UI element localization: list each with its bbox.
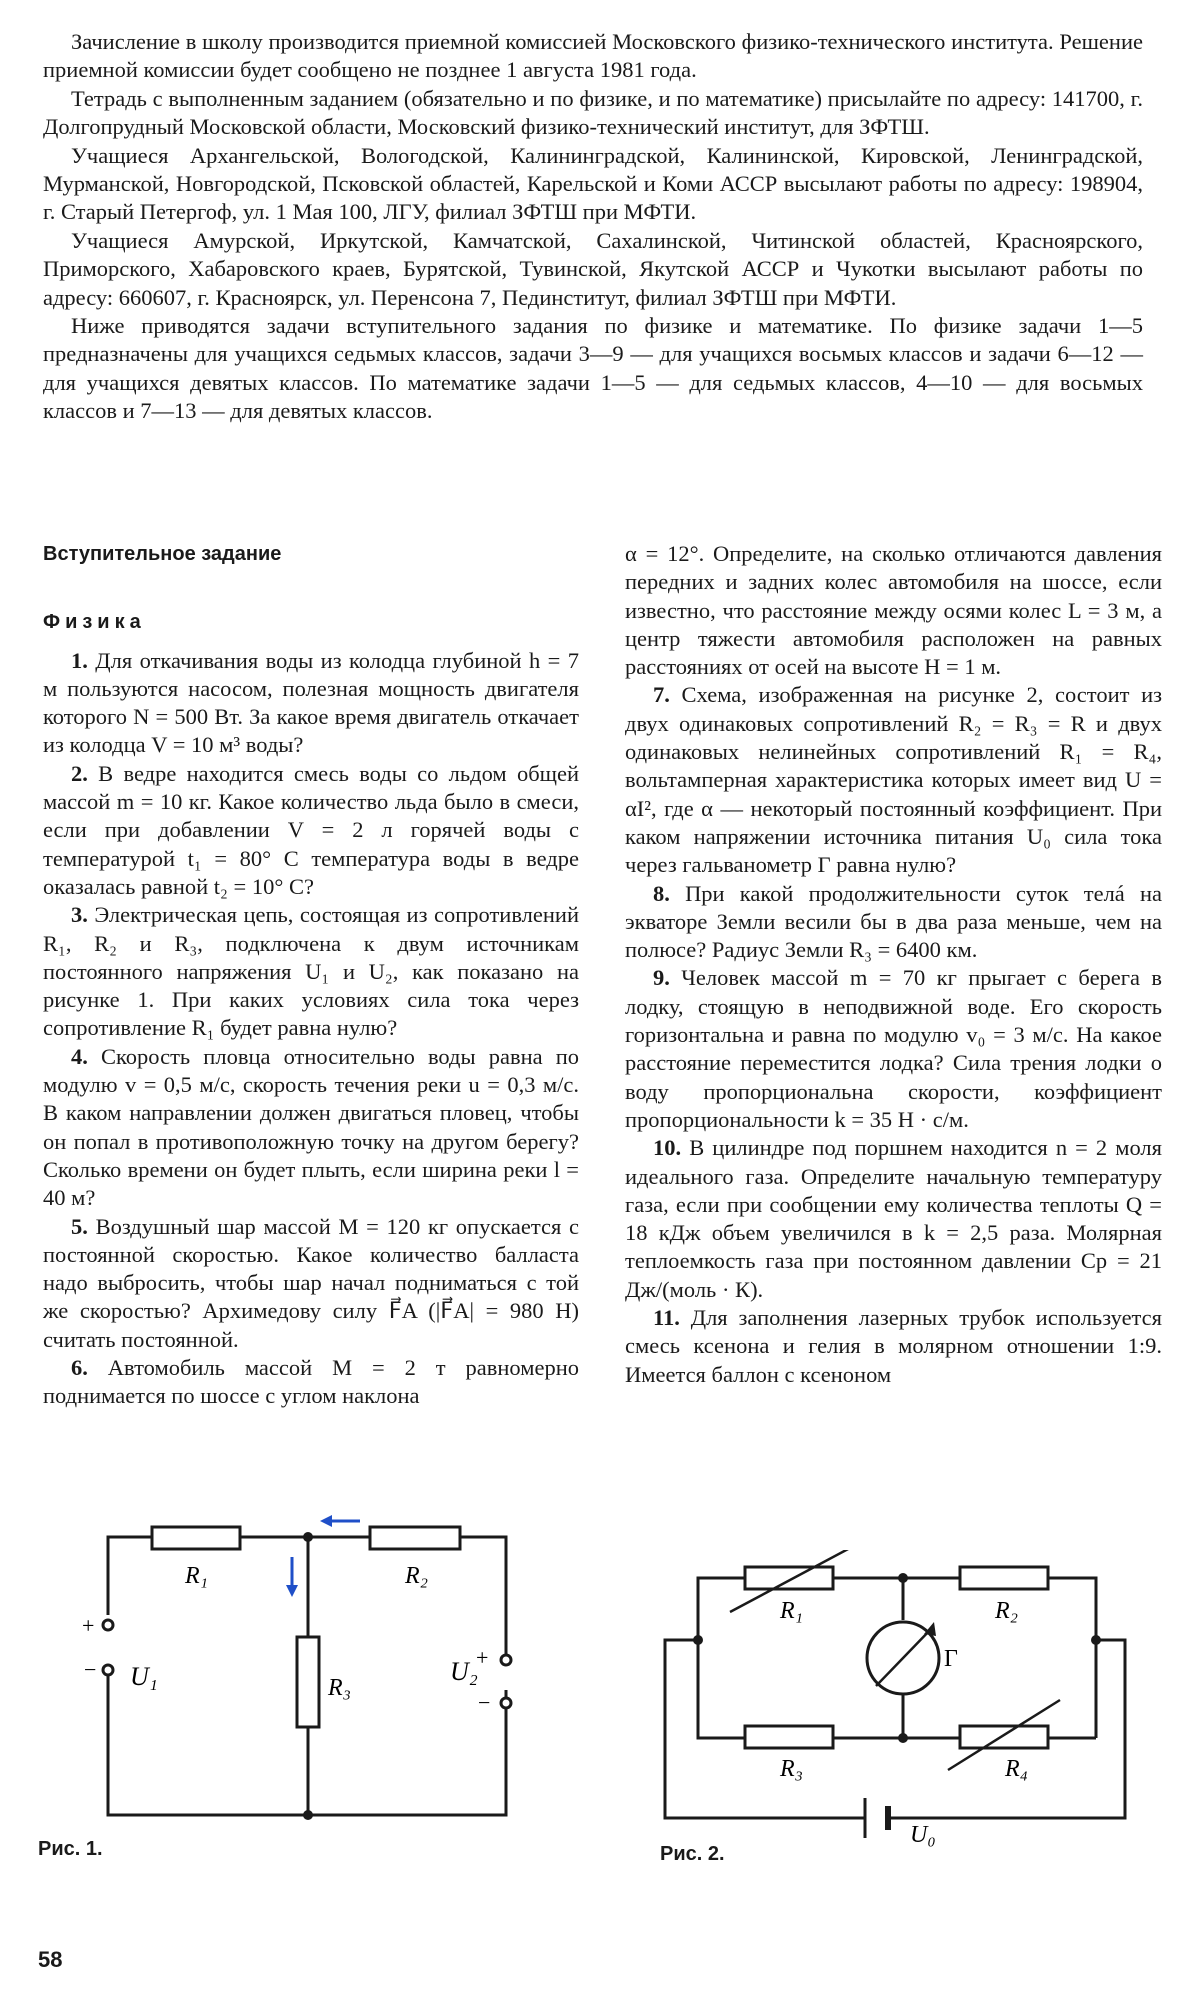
label-r4: R₄ — [1005, 1756, 1029, 1782]
label-r2: R₂ — [995, 1598, 1019, 1624]
terminal — [103, 1620, 113, 1630]
problem-8: 8. При какой продолжительности суток телá на экваторе Земли весили бы в два раза меньше, чем на полюсе? Радиус Земли R₃ = 6400 км. — [625, 880, 1163, 963]
figure-2-caption: Рис. 2. — [660, 1843, 725, 1865]
page-number: 58 — [38, 1947, 63, 1972]
arrow-left-head — [320, 1515, 332, 1527]
label-u2: U₂ — [450, 1657, 478, 1686]
label-r1: R₁ — [780, 1598, 804, 1624]
intro-text — [43, 28, 1143, 426]
node-dot — [303, 1810, 313, 1820]
arrow-down-head — [286, 1585, 298, 1597]
node-dot — [898, 1573, 908, 1583]
label-galvanometer: Г — [944, 1646, 958, 1672]
problem-1: 1. Для откачивания воды из колодца глубиной h = 7 м пользуются насосом, полезная мощность двигателя которого N = 500 Вт. За какое время двигатель откачает из колодца V = 10 м³ воды? — [43, 647, 579, 758]
label-u0: U₀ — [910, 1822, 936, 1848]
terminal — [501, 1655, 511, 1665]
problem-4: 4. Скорость пловца относительно воды равна по модулю v = 0,5 м/с, скорость течения реки u = 0,3 м/с. В каком направлении должен двигаться пловец, чтобы он попал в противоположную точку на другом берегу? Сколько времени он будет плыть, если ширина реки l = 40 м? — [43, 1043, 579, 1211]
problem-2: 2. В ведре находится смесь воды со льдом общей массой m = 10 кг. Какое количество льда было в смеси, если при добавлении V = 2 л горячей воды с температурой t₁ = 80° С температура воды в ведре оказалась равной t₂ = 10° С? — [43, 760, 579, 899]
problem-5: 5. Воздушный шар массой M = 120 кг опускается с постоянной скоростью. Какое количество балласта надо выбросить, чтобы шар начал подниматься с той же скоростью? Архимедову силу F⃗A (|F⃗A| = 980 Н) считать постоянной. — [43, 1213, 579, 1352]
problem-6: 6. Автомобиль массой M = 2 т равномерно поднимается по шоссе с углом наклона — [43, 1355, 579, 1409]
figure-1-circuit — [80, 1505, 540, 1825]
label-r3: R₃ — [328, 1675, 352, 1701]
intro-paragraph: Ниже приводятся задачи вступительного задания по физике и математике. По физике задачи 1—5 предназначены для учащихся седьмых классов, задачи 3—9 — для учащихся восьмых классов и задачи 6—12 — для учащихся девятых классов. По математике задачи 1—5 — для седьмых классов, 4—10 — для восьмых классов и 7—13 — для девятых классов. — [43, 313, 1143, 424]
problem-3: 3. Электрическая цепь, состоящая из сопротивлений R₁, R₂ и R₃, подключена к двум источникам постоянного напряжения U₁ и U₂, как показано на рисунке 1. При каких условиях сила тока через сопротивление R₁ будет равна нулю? — [43, 902, 579, 1041]
node-dot — [303, 1532, 313, 1542]
current-arrows — [286, 1515, 360, 1597]
problem-9: 9. Человек массой m = 70 кг прыгает с берега в лодку, стоящую в неподвижной воде. Его скорость горизонтальна и равна по модулю v₀ = 3 м/с. На какое расстояние переместится лодка? Сила трения лодки о воду пропорциональна скорости, коэффициент пропорциональности k = 35 Н · с/м. — [625, 965, 1163, 1132]
terminal — [501, 1698, 511, 1708]
plus-sign: + — [476, 1645, 489, 1670]
label-r2: R₂ — [405, 1563, 429, 1589]
label-r1: R₁ — [185, 1563, 209, 1589]
figure-2-circuit — [660, 1550, 1130, 1850]
node-dot — [1091, 1635, 1101, 1645]
intro-paragraph: Учащиеся Амурской, Иркутской, Камчатской, Сахалинской, Читинской областей, Красноярского, Приморского, Хабаровского краев, Бурятской, Тувинской, Якутской АССР и Чукотки высылают работы по адресу: 660607, г. Красноярск, ул. Перенсона 7, Пединститут, филиал ЗФТШ при МФТИ. — [43, 227, 1143, 310]
label-r3: R₃ — [780, 1756, 804, 1782]
node-dot — [693, 1635, 703, 1645]
problem-10: 10. В цилиндре под поршнем находится n = 2 моля идеального газа. Определите начальную температуру газа, если при сообщении ему количества теплоты Q = 18 кДж объем увеличился в k = 2,5 раза. Молярная теплоемкость газа при постоянном давлении Cp = 21 Дж/(моль · К). — [625, 1135, 1162, 1302]
plus-sign: + — [82, 1613, 95, 1638]
minus-sign: − — [84, 1657, 97, 1682]
node-dot — [898, 1733, 908, 1743]
intro-paragraph: Зачисление в школу производится приемной комиссией Московского физико-технического института. Решение приемной комиссии будет сообщено не позднее 1 августа 1981 года. — [43, 29, 1143, 83]
minus-sign: − — [478, 1690, 491, 1715]
intro-paragraph: Учащиеся Архангельской, Вологодской, Калининградской, Калининской, Кировской, Ленинградской, Мурманской, Новгородской, Псковской областей, Карельской и Коми АССР высылают работы по адресу: 198904, г. Старый Петергоф, ул. 1 Мая 100, ЛГУ, филиал ЗФТШ при МФТИ. — [43, 142, 1143, 225]
problem-7: 7. Схема, изображенная на рисунке 2, состоит из двух одинаковых сопротивлений R₂ = R₃ = R и двух одинаковых нелинейных сопротивлений R₁ = R₄, вольтамперная характеристика которых имеет вид U = αI², где α — некоторый постоянный коэффициент. При каком напряжении источника питания U₀ сила тока через гальванометр Г равна нулю? — [625, 682, 1163, 878]
right-column — [625, 540, 1162, 1389]
intro-paragraph: Тетрадь с выполненным заданием (обязательно и по физике, и по математике) присылайте по адресу: 141700, г. Долгопрудный Московской области, Московский физико-технический институт, для ЗФТШ. — [43, 85, 1143, 140]
terminal — [103, 1665, 113, 1675]
subject-title: Физика — [43, 611, 146, 634]
figure-1-caption: Рис. 1. — [38, 1838, 103, 1860]
problem-11: 11. Для заполнения лазерных трубок используется смесь ксенона и гелия в молярном отношении 1:9. Имеется баллон с ксеноном — [625, 1305, 1162, 1387]
resistor-r4 — [960, 1726, 1048, 1748]
resistor-r2 — [960, 1567, 1048, 1589]
label-u1: U₁ — [130, 1662, 158, 1691]
resistor-r1 — [152, 1527, 240, 1549]
resistor-r3 — [297, 1637, 319, 1727]
resistor-r3 — [745, 1726, 833, 1748]
left-column — [43, 540, 579, 1411]
resistor-r1 — [745, 1567, 833, 1589]
resistor-r2 — [370, 1527, 460, 1549]
problem-6-continued: α = 12°. Определите, на сколько отличаются давления передних и задних колес автомобиля на шоссе, если известно, что расстояние между осями колес L = 3 м, а центр тяжести автомобиля расположен на равных расстояниях от осей на высоте H = 1 м. — [625, 541, 1162, 680]
section-title: Вступительное задание — [43, 543, 282, 565]
